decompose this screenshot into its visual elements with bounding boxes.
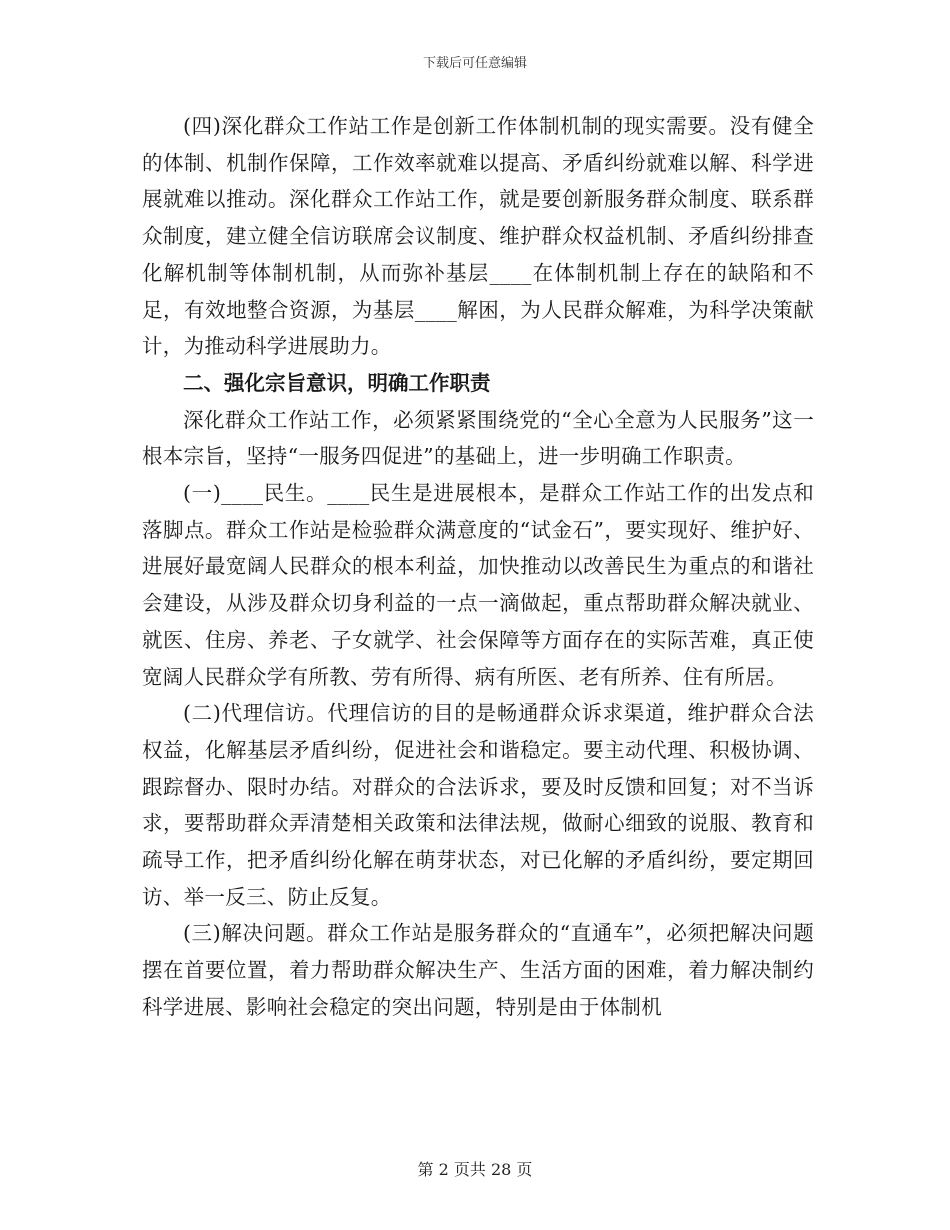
paragraph-4-deepen-work: (四)深化群众工作站工作是创新工作体制机制的现实需要。没有健全的体制、机制作保障，工作效率就难以提高、矛盾纠纷就难以解、科学进展就难以推动。深化群众工作站工作，就是要创新服务群众制度、联系群众制度，建立健全信访联席会议制度、维护群众权益机制、矛盾纠纷排查化解机制等体制机制，从而弥补基层____在体制机制上存在的缺陷和不足，有效地整合资源，为基层____解困，为人民群众解难，为科学决策献计，为推动科学进展助力。 [142, 114, 814, 359]
paragraph-section-intro: 深化群众工作站工作，必须紧紧围绕党的“全心全意为人民服务”这一根本宗旨，坚持“一服务四促进”的基础上，进一步明确工作职责。 [142, 407, 814, 469]
paragraph-1-livelihood: (一)____民生。____民生是进展根本，是群众工作站工作的出发点和落脚点。群众工作站是检验群众满意度的“试金石”，要实现好、维护好、进展好最宽阔人民群众的根本利益，加快推动以改善民生为重点的和谐社会建设，从涉及群众切身利益的一点一滴做起，重点帮助群众解决就业、就医、住房、养老、子女就学、社会保障等方面存在的实际苦难，真正使宽阔人民群众学有所教、劳有所得、病有所医、老有所养、住有所居。 [142, 481, 814, 689]
section-heading-2: 二、强化宗旨意识，明确工作职责 [183, 370, 491, 395]
paragraph-2-petition: (二)代理信访。代理信访的目的是畅通群众诉求渠道，维护群众合法权益，化解基层矛盾纠纷，促进社会和谐稳定。要主动代理、积极协调、跟踪督办、限时办结。对群众的合法诉求，要及时反馈和回复；对不当诉求，要帮助群众弄清楚相关政策和法律法规，做耐心细致的说服、教育和疏导工作，把矛盾纠纷化解在萌芽状态，对已化解的矛盾纠纷，要定期回访、举一反三、防止反复。 [142, 701, 814, 909]
document-body [142, 108, 814, 1026]
paragraph-3-solve-problems: (三)解决问题。群众工作站是服务群众的“直通车”，必须把解决问题摆在首要位置，着力帮助群众解决生产、生活方面的困难，着力解决制约科学进展、影响社会稳定的突出问题，特别是由于体制机 [142, 921, 814, 1019]
page-header: 下载后可任意编辑 [422, 56, 527, 71]
page-footer: 第 2 页共 28 页 [417, 1160, 533, 1179]
